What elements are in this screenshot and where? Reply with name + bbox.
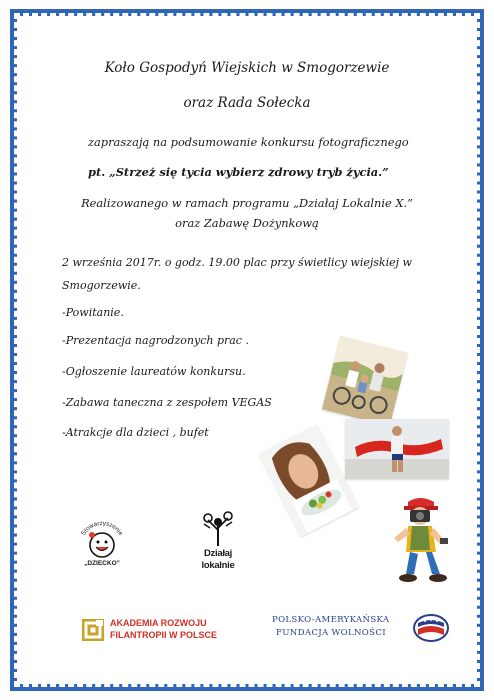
svg-text:Stowarzyszenie — [80, 520, 124, 537]
invitation-text: zapraszają na podsumowanie konkursu fotograficznego — [88, 135, 409, 149]
salad-photo — [258, 424, 358, 536]
akademia-line-1: AKADEMIA ROZWOJU — [110, 618, 207, 628]
dzialaj-line-1: Działaj — [204, 548, 232, 559]
event-date-location: 2 września 2017r. o godz. 19.00 plac przy świetlicy wiejskiej w — [62, 256, 412, 269]
flower-icon — [196, 508, 240, 548]
akademia-mark-icon — [82, 619, 104, 641]
contest-title: pt. „Strzeż się tycia wybierz zdrowy tryb życia.” — [88, 165, 389, 179]
fundacja-line-2: FUNDACJA WOLNOŚCI — [276, 628, 386, 638]
stowarzyszenie-name: „DZIECKO” — [84, 560, 120, 567]
agenda-item: -Prezentacja nagrodzonych prac . — [62, 334, 249, 347]
akademia-rozwoju-logo — [82, 617, 252, 643]
family-cycling-photo — [322, 336, 408, 427]
fundacja-line-1: POLSKO-AMERYKAŃSKA — [272, 615, 390, 625]
fundacja-wolnosci-logo — [272, 613, 452, 645]
stowarzyszenie-dziecko-logo — [74, 515, 130, 575]
agenda-item: -Atrakcje dla dzieci , bufet — [62, 426, 209, 439]
akademia-line-2: FILANTROPII W POLSCE — [110, 630, 217, 640]
runner-photo — [345, 419, 449, 479]
harvest-party-line: oraz Zabawę Dożynkową — [175, 216, 319, 230]
dzialaj-lokalnie-logo — [196, 508, 240, 578]
photographer-cartoon — [390, 494, 454, 588]
event-location-cont: Smogorzewie. — [62, 279, 141, 292]
organizer-line-1: Koło Gospodyń Wiejskich w Smogorzewie — [104, 60, 390, 76]
agenda-item: -Ogłoszenie laureatów konkursu. — [62, 365, 246, 378]
agenda-item: -Powitanie. — [62, 306, 124, 319]
dzialaj-line-2: lokalnie — [201, 560, 235, 571]
stowarzyszenie-arc-text: Stowarzyszenie — [79, 519, 125, 537]
flag-emblem-icon — [412, 613, 450, 643]
agenda-item: -Zabawa taneczna z zespołem VEGAS — [62, 396, 272, 409]
program-line: Realizowanego w ramach programu „Działaj Lokalnie X.” — [81, 196, 413, 210]
organizer-line-2: oraz Rada Sołecka — [183, 95, 311, 111]
